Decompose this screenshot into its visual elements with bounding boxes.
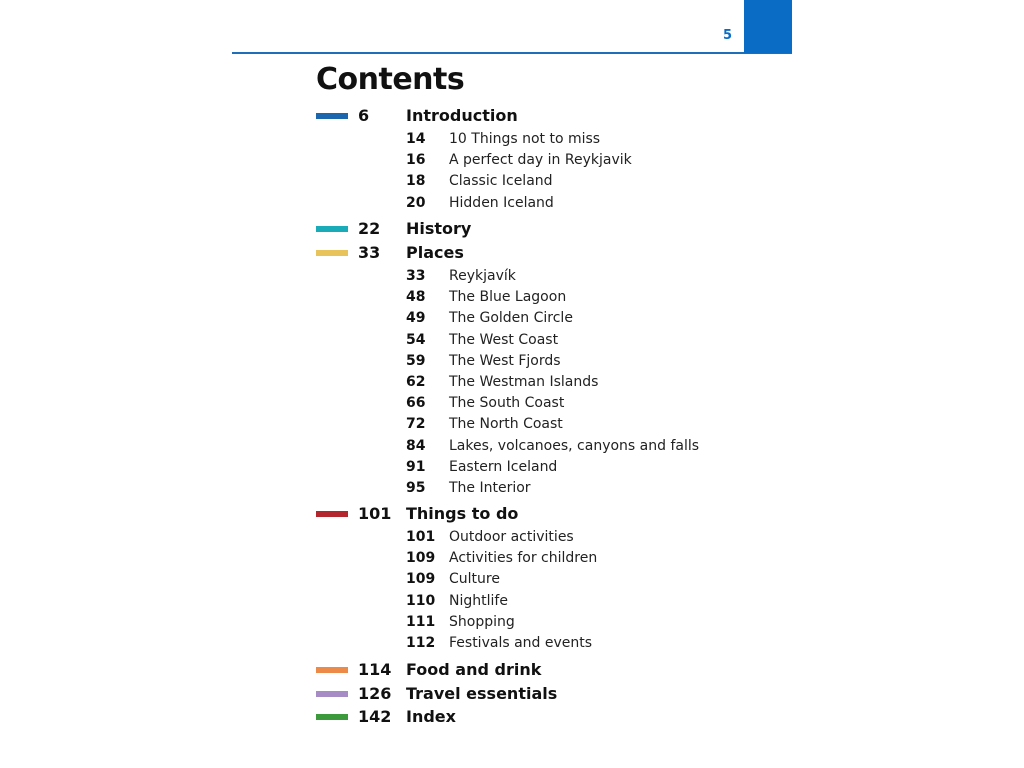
- entry-page-number: 16: [406, 152, 426, 168]
- entry-page-number: 101: [406, 529, 436, 545]
- toc-entry[interactable]: [232, 372, 792, 392]
- entry-page-number: 84: [406, 438, 426, 454]
- section-title: Travel essentials: [406, 684, 558, 703]
- entry-title: The Interior: [449, 480, 531, 496]
- entry-title: The Golden Circle: [449, 310, 573, 326]
- entry-title: The North Coast: [449, 416, 563, 432]
- entry-page-number: 33: [406, 268, 426, 284]
- entry-title: The South Coast: [449, 395, 565, 411]
- toc-entry[interactable]: [232, 548, 792, 568]
- toc-section[interactable]: [232, 683, 792, 705]
- toc-entry[interactable]: [232, 414, 792, 434]
- page-tab: [744, 0, 792, 53]
- toc-section[interactable]: [232, 659, 792, 681]
- section-color-bar: [316, 250, 348, 256]
- entry-title: The West Coast: [449, 332, 559, 348]
- entry-title: Reykjavík: [449, 268, 516, 284]
- entry-page-number: 66: [406, 395, 426, 411]
- entry-title: The Westman Islands: [449, 374, 599, 390]
- entry-title: The West Fjords: [449, 353, 561, 369]
- toc-entry[interactable]: [232, 527, 792, 547]
- toc-section[interactable]: [232, 503, 792, 525]
- entry-page-number: 112: [406, 635, 436, 651]
- entry-title: Lakes, volcanoes, canyons and falls: [449, 438, 700, 454]
- toc-entry[interactable]: [232, 171, 792, 191]
- entry-page-number: 62: [406, 374, 426, 390]
- entry-title: The Blue Lagoon: [449, 289, 567, 305]
- section-page-number: 114: [358, 660, 392, 679]
- section-title: Introduction: [406, 106, 518, 125]
- entry-page-number: 20: [406, 195, 426, 211]
- toc-entry[interactable]: [232, 478, 792, 498]
- page-number: 5: [722, 28, 732, 43]
- entry-page-number: 18: [406, 173, 426, 189]
- section-title: Index: [406, 707, 456, 726]
- toc-entry[interactable]: [232, 612, 792, 632]
- toc-entry[interactable]: [232, 266, 792, 286]
- toc-entry[interactable]: [232, 193, 792, 213]
- toc-entry[interactable]: [232, 308, 792, 328]
- section-title: History: [406, 219, 472, 238]
- toc-entry[interactable]: [232, 351, 792, 371]
- entry-title: Shopping: [449, 614, 515, 630]
- entry-title: Outdoor activities: [449, 529, 574, 545]
- toc-section[interactable]: [232, 706, 792, 728]
- entry-page-number: 14: [406, 131, 426, 147]
- entry-title: A perfect day in Reykjavik: [449, 152, 632, 168]
- toc-entry[interactable]: [232, 569, 792, 589]
- toc-section[interactable]: [232, 242, 792, 264]
- section-page-number: 126: [358, 684, 392, 703]
- section-title: Food and drink: [406, 660, 542, 679]
- toc-entry[interactable]: [232, 436, 792, 456]
- entry-page-number: 48: [406, 289, 426, 305]
- toc-entry[interactable]: [232, 330, 792, 350]
- entry-title: Hidden Iceland: [449, 195, 554, 211]
- entry-title: Activities for children: [449, 550, 598, 566]
- section-page-number: 6: [358, 106, 370, 125]
- section-color-bar: [316, 226, 348, 232]
- entry-page-number: 72: [406, 416, 426, 432]
- entry-page-number: 49: [406, 310, 426, 326]
- toc-entry[interactable]: [232, 393, 792, 413]
- page-title: Contents: [316, 62, 465, 97]
- section-page-number: 101: [358, 504, 392, 523]
- toc-entry[interactable]: [232, 457, 792, 477]
- header-rule: [232, 52, 792, 54]
- toc-entry[interactable]: [232, 287, 792, 307]
- entry-title: Classic Iceland: [449, 173, 553, 189]
- entry-title: Nightlife: [449, 593, 508, 609]
- section-title: Places: [406, 243, 464, 262]
- toc-entry[interactable]: [232, 129, 792, 149]
- section-page-number: 22: [358, 219, 381, 238]
- toc-entry[interactable]: [232, 633, 792, 653]
- section-color-bar: [316, 113, 348, 119]
- section-color-bar: [316, 667, 348, 673]
- entry-title: Eastern Iceland: [449, 459, 558, 475]
- entry-page-number: 109: [406, 571, 436, 587]
- entry-page-number: 109: [406, 550, 436, 566]
- toc-section[interactable]: [232, 105, 792, 127]
- entry-title: Festivals and events: [449, 635, 593, 651]
- toc-entry[interactable]: [232, 150, 792, 170]
- section-page-number: 33: [358, 243, 381, 262]
- section-color-bar: [316, 691, 348, 697]
- section-page-number: 142: [358, 707, 392, 726]
- entry-title: 10 Things not to miss: [449, 131, 601, 147]
- entry-page-number: 59: [406, 353, 426, 369]
- entry-page-number: 110: [406, 593, 436, 609]
- entry-page-number: 91: [406, 459, 426, 475]
- toc-section[interactable]: [232, 218, 792, 240]
- section-title: Things to do: [406, 504, 519, 523]
- contents-page: [232, 0, 792, 768]
- entry-page-number: 111: [406, 614, 436, 630]
- entry-page-number: 54: [406, 332, 426, 348]
- section-color-bar: [316, 714, 348, 720]
- toc-entry[interactable]: [232, 591, 792, 611]
- entry-page-number: 95: [406, 480, 426, 496]
- entry-title: Culture: [449, 571, 500, 587]
- section-color-bar: [316, 511, 348, 517]
